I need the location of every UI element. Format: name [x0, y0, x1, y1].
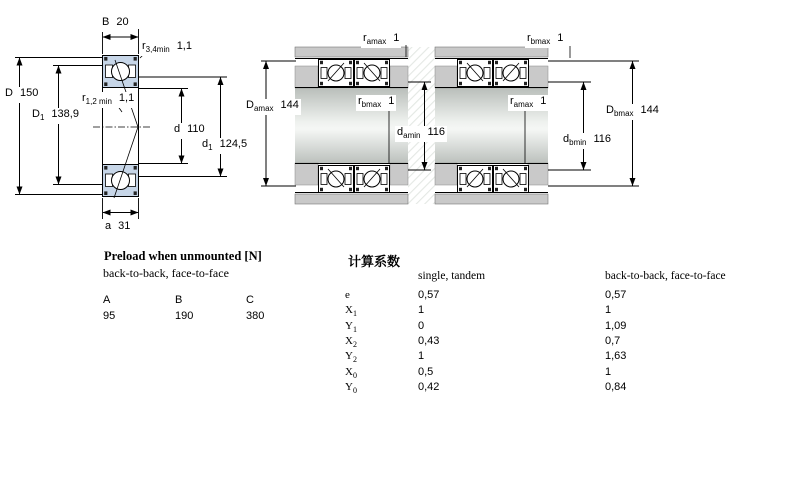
dim-value: 138,9	[51, 108, 79, 120]
factor-value-btb: 0,57	[605, 289, 627, 301]
dim-label-damin	[395, 126, 447, 142]
dim-subscript: amax	[513, 100, 534, 109]
factor-value-single: 1	[418, 350, 425, 362]
housing-bottom	[435, 194, 548, 204]
dim-label-rbmax-a	[356, 95, 396, 111]
dim-subscript: 1,2 min	[85, 97, 112, 106]
dim-value: 124,5	[219, 138, 248, 150]
preload-value-C: 380	[246, 310, 265, 322]
factors-col1-header: single, tandem	[418, 270, 486, 282]
dim-subscript: 1	[208, 143, 213, 152]
dim-subscript: amin	[403, 131, 421, 140]
dim-label-ramax-b	[508, 95, 548, 111]
dim-subscript: 3,4min	[145, 45, 170, 54]
dim-label-Damax	[244, 99, 301, 115]
factor-row-label: e	[345, 289, 350, 301]
factor-row-label: $Y_1$	[345, 320, 357, 334]
factor-value-btb: 1,63	[605, 350, 627, 362]
factor-value-btb: 0,7	[605, 335, 621, 347]
dim-label-r34	[140, 40, 194, 56]
dim-subscript: bmax	[613, 109, 634, 118]
dim-value: 150	[19, 87, 39, 99]
dim-value: 1,1	[176, 40, 192, 52]
dim-symbol: a	[105, 220, 112, 232]
preload-col-C: C	[246, 294, 254, 306]
arrangement-a-drawing	[261, 45, 435, 204]
dim-symbol: r	[527, 32, 531, 44]
factor-row-label: $X_1$	[345, 304, 357, 318]
preload-value-A: 95	[103, 310, 116, 322]
dim-symbol: d	[397, 126, 404, 138]
factor-value-btb: 1	[605, 304, 612, 316]
dim-value: 20	[116, 16, 129, 28]
dim-symbol: r	[363, 32, 367, 44]
dim-subscript: bmin	[569, 138, 587, 147]
factor-row-label: $X_0$	[345, 366, 357, 380]
dim-symbol: d	[202, 138, 209, 150]
factor-row-label: $X_2$	[345, 335, 357, 349]
dim-label-ramax-a	[361, 32, 401, 48]
preload-col-B: B	[175, 294, 183, 306]
factor-value-single: 0,43	[418, 335, 440, 347]
dim-symbol: r	[358, 95, 362, 107]
dim-label-rbmax-b	[525, 32, 565, 48]
preload-title: Preload when unmounted [N]	[104, 249, 262, 263]
factor-value-single: 1	[418, 304, 425, 316]
preload-value-B: 190	[175, 310, 194, 322]
dim-value: 116	[427, 126, 446, 138]
factor-value-single: 0,42	[418, 381, 440, 393]
dim-label-D	[3, 87, 40, 103]
housing-bottom	[295, 194, 408, 204]
housing-top	[435, 47, 548, 57]
dim-symbol: d	[174, 123, 181, 135]
dim-symbol: r	[510, 95, 514, 107]
dim-value: 1	[388, 95, 395, 107]
dim-subscript: 1	[39, 113, 45, 122]
dim-symbol: r	[142, 40, 146, 52]
dim-value: 31	[118, 220, 131, 232]
preload-col-A: A	[103, 294, 111, 306]
dim-symbol: D	[246, 99, 254, 111]
dim-label-D1	[30, 108, 81, 124]
dim-value: 1	[393, 32, 400, 44]
dim-label-Dbmax	[604, 104, 661, 120]
dim-label-d1	[200, 138, 249, 154]
dim-value: 116	[593, 133, 612, 145]
preload-subtitle: back-to-back, face-to-face	[103, 266, 229, 280]
dim-subscript: amax	[366, 37, 387, 46]
housing-top	[295, 47, 408, 57]
dim-label-d	[172, 123, 207, 139]
factor-value-single: 0	[418, 320, 425, 332]
dim-subscript: amax	[253, 104, 274, 113]
factor-value-btb: 1	[605, 366, 612, 378]
dim-symbol: r	[82, 92, 86, 104]
dim-label-a	[103, 220, 132, 236]
dim-value: 144	[640, 104, 659, 116]
dim-value: 110	[187, 123, 205, 135]
dim-value: 144	[280, 99, 299, 111]
dim-label-B	[100, 16, 131, 32]
dim-label-r12	[80, 92, 136, 108]
dim-symbol: D	[5, 87, 13, 99]
factor-value-single: 0,5	[418, 366, 434, 378]
dim-value: 1,1	[118, 92, 135, 104]
factor-row-label: $Y_2$	[345, 350, 357, 364]
factors-title: 计算系数	[348, 254, 401, 269]
dim-symbol: d	[563, 133, 570, 145]
factor-value-btb: 0,84	[605, 381, 627, 393]
dim-label-dbmin	[561, 133, 613, 149]
dim-value: 1	[557, 32, 564, 44]
dim-subscript: bmax	[530, 37, 551, 46]
factor-value-btb: 1,09	[605, 320, 627, 332]
dim-subscript: bmax	[361, 100, 382, 109]
factor-row-label: $Y_0$	[345, 381, 357, 395]
dim-symbol: D	[606, 104, 614, 116]
dim-symbol: D	[32, 108, 40, 120]
arrangement-b-drawing	[435, 46, 639, 204]
factor-value-single: 0,57	[418, 289, 440, 301]
dim-value: 1	[540, 95, 547, 107]
dim-symbol: B	[102, 16, 110, 28]
factors-col2-header: back-to-back, face-to-face	[605, 270, 726, 282]
